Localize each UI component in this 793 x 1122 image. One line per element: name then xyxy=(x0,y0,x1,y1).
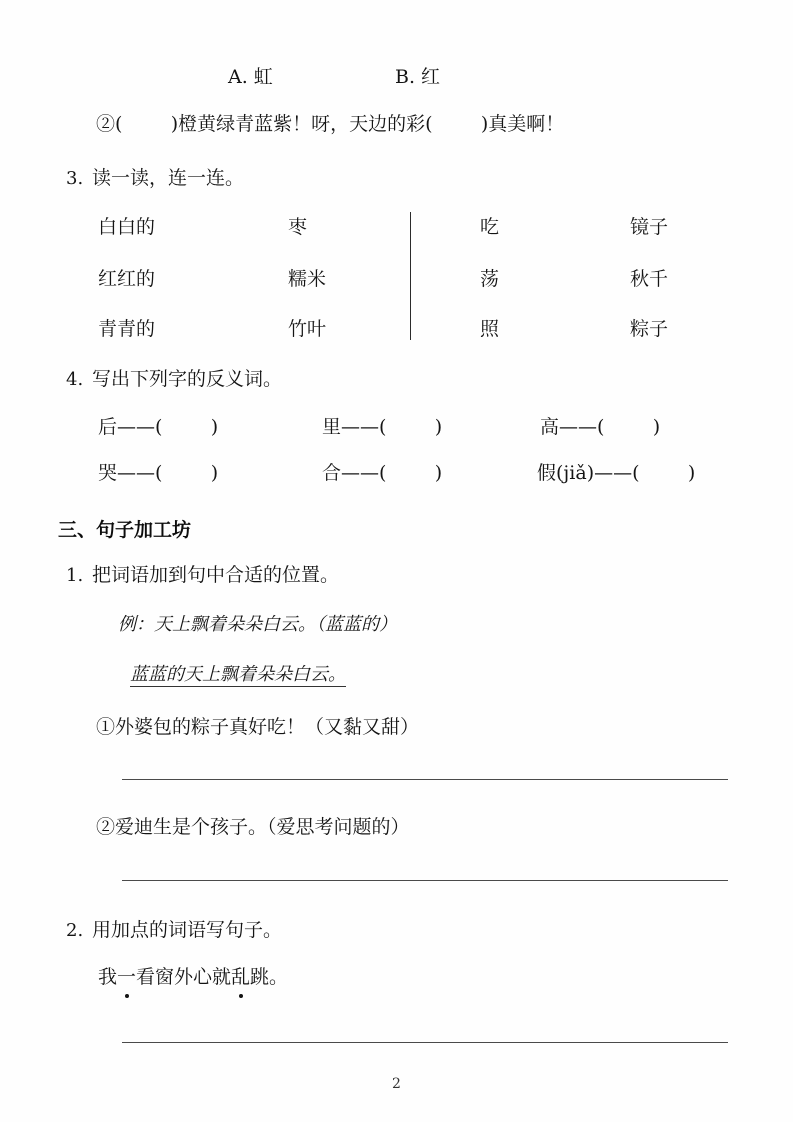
antonym-0-1: 里——( ) xyxy=(322,416,443,438)
fill-in-item-2: ②( )橙黄绿青蓝紫！呀，天边的彩( )真美啊！ xyxy=(96,113,565,135)
antonym-0-2: 高——( ) xyxy=(540,416,661,438)
match-right-c-0: 吃 xyxy=(480,216,500,238)
exercise-4-instruction: 写出下列字的反义词。 xyxy=(92,368,283,390)
item-1-example: 例：天上飘着朵朵白云。（蓝蓝的） xyxy=(118,614,397,635)
item-1-sub-1: ①外婆包的粽子真好吃！（又黏又甜） xyxy=(96,716,420,738)
item-2-sentence: 我一看窗外心就乱跳。 xyxy=(98,966,289,988)
emphasis-dot-first xyxy=(125,994,129,998)
antonym-1-0: 哭——( ) xyxy=(98,462,219,484)
choice-option-a: A. 虹 xyxy=(228,66,273,88)
item-1-example-answer: 蓝蓝的天上飘着朵朵白云。 xyxy=(130,664,346,685)
exercise-3-number: 3. xyxy=(66,168,84,189)
match-left-b-0: 枣 xyxy=(288,216,308,238)
match-left-a-1: 红红的 xyxy=(98,268,156,290)
emphasis-dot-second xyxy=(239,994,243,998)
matching-divider xyxy=(410,212,411,340)
match-left-b-2: 竹叶 xyxy=(288,318,327,340)
antonym-1-2: 假(jiǎ)——( ) xyxy=(537,462,696,484)
item-1-number: 1. xyxy=(66,565,84,586)
section-three-heading: 三、句子加工坊 xyxy=(58,519,192,541)
item-2-number: 2. xyxy=(66,920,84,941)
antonym-1-1: 合——( ) xyxy=(322,462,443,484)
answer-line-3[interactable] xyxy=(122,1042,728,1043)
match-left-b-1: 糯米 xyxy=(288,268,327,290)
exercise-3-instruction: 读一读，连一连。 xyxy=(92,167,245,189)
match-right-d-1: 秋千 xyxy=(630,268,669,290)
match-right-d-0: 镜子 xyxy=(630,216,669,238)
match-right-d-2: 粽子 xyxy=(630,318,669,340)
match-right-c-2: 照 xyxy=(480,318,500,340)
item-1-instruction: 把词语加到句中合适的位置。 xyxy=(92,564,340,586)
page-number: 2 xyxy=(392,1076,401,1092)
item-1-sub-2: ②爱迪生是个孩子。（爱思考问题的） xyxy=(96,816,410,838)
answer-line-2[interactable] xyxy=(122,880,728,881)
choice-option-b: B. 红 xyxy=(395,66,441,88)
match-left-a-0: 白白的 xyxy=(98,216,156,238)
antonym-0-0: 后——( ) xyxy=(98,416,219,438)
match-right-c-1: 荡 xyxy=(480,268,500,290)
match-left-a-2: 青青的 xyxy=(98,318,156,340)
answer-line-1[interactable] xyxy=(122,779,728,780)
item-2-instruction: 用加点的词语写句子。 xyxy=(92,919,283,941)
exercise-4-number: 4. xyxy=(66,369,84,390)
